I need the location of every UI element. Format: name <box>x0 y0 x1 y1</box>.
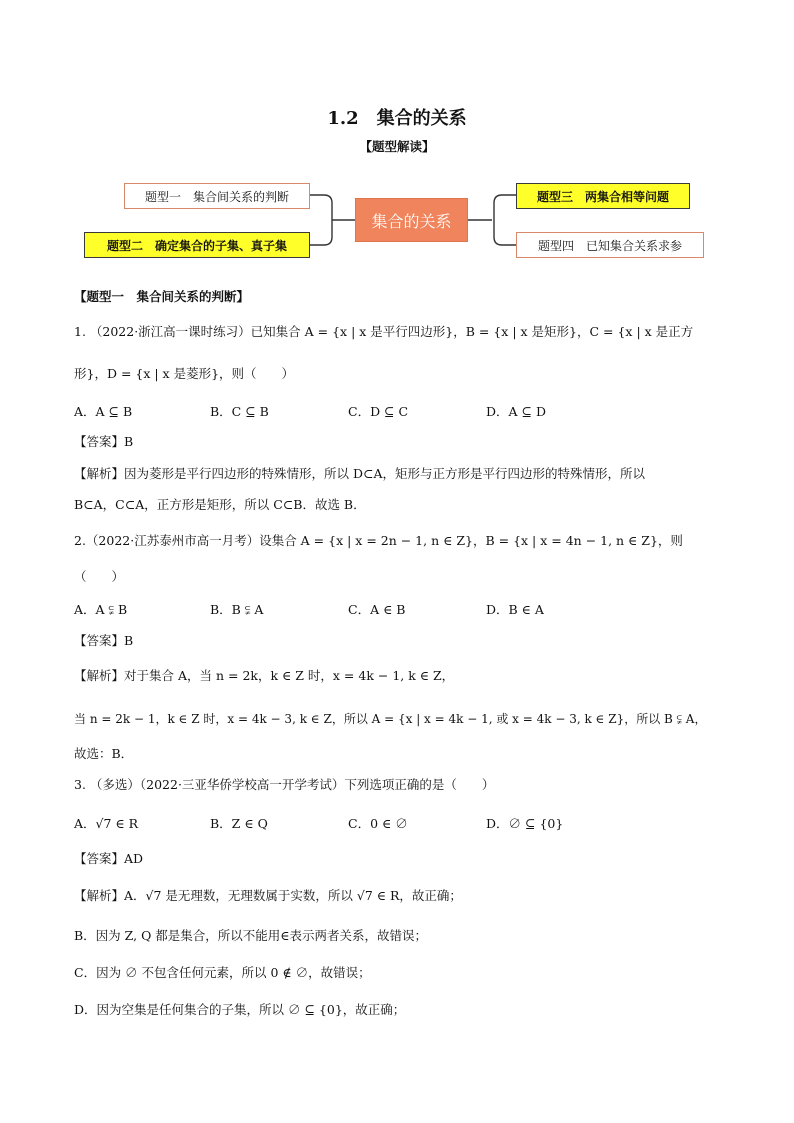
question-2-answer: 【答案】B <box>74 633 134 648</box>
question-1-option-a: A．A ⊆ B <box>74 404 133 419</box>
question-2-explanation-1: 【解析】对于集合 A，当 n = 2k，k ∈ Z 时，x = 4k − 1, k ∈ Z， <box>74 668 455 683</box>
mindmap-node-type2: 题型二 确定集合的子集、真子集 <box>84 232 310 258</box>
question-1-explanation-1: 【解析】因为菱形是平行四边形的特殊情形，所以 D⊂A，矩形与正方形是平行四边形的特殊情形，所以 <box>74 466 645 481</box>
question-1-option-d: D．A ⊆ D <box>486 404 546 419</box>
question-2-explanation-2: 当 n = 2k − 1，k ∈ Z 时，x = 4k − 3, k ∈ Z，所以 A = {x | x = 4k − 1, 或 x = 4k − 3, k ∈ Z}，所以 B ⫋ A， <box>74 712 707 726</box>
question-2-line2: （ ） <box>74 569 125 584</box>
question-2-option-c: C．A ∈ B <box>348 602 406 617</box>
question-3-explanation-3: C．因为 ∅ 不包含任何元素，所以 0 ∉ ∅，故错误； <box>74 965 371 980</box>
question-1-answer: 【答案】B <box>74 434 134 449</box>
mindmap-node-type3: 题型三 两集合相等问题 <box>516 183 690 209</box>
question-3-option-a: A．√7 ∈ R <box>74 816 139 831</box>
question-2-option-b: B．B ⫋ A <box>210 602 264 617</box>
question-3-option-b: B．Z ∈ Q <box>210 816 268 831</box>
question-3-option-d: D．∅ ⊆ {0} <box>486 816 564 831</box>
question-3-explanation-2: B．因为 Z, Q 都是集合，所以不能用∈表示两者关系，故错误； <box>74 928 428 943</box>
question-1-line2: 形}，D = {x | x 是菱形}，则（ ） <box>74 366 295 381</box>
mindmap-node-type4: 题型四 已知集合关系求参 <box>516 232 704 258</box>
question-3-option-c: C．0 ∈ ∅ <box>348 816 408 831</box>
question-1-explanation-2: B⊂A，C⊂A，正方形是矩形，所以 C⊂B．故选 B． <box>74 497 366 512</box>
question-2-option-d: D．B ∈ A <box>486 602 544 617</box>
question-2-explanation-3: 故选：B． <box>74 746 134 761</box>
mindmap-center: 集合的关系 <box>355 198 468 242</box>
section-heading: 【题型一 集合间关系的判断】 <box>74 289 250 304</box>
question-1-option-c: C．D ⊆ C <box>348 404 409 419</box>
question-3-explanation-1: 【解析】A．√7 是无理数，无理数属于实数，所以 √7 ∈ R，故正确； <box>74 888 462 903</box>
page-title: 1.2 集合的关系 <box>327 108 467 129</box>
page-subtitle: 【题型解读】 <box>359 139 435 154</box>
question-3-answer: 【答案】AD <box>74 851 144 866</box>
mindmap-node-type1: 题型一 集合间关系的判断 <box>124 183 310 209</box>
question-3-line1: 3. （多选）（2022·三亚华侨学校高一开学考试）下列选项正确的是（ ） <box>74 777 495 792</box>
question-2-line1: 2.（2022·江苏泰州市高一月考）设集合 A = {x | x = 2n − 1, n ∈ Z}，B = {x | x = 4n − 1, n ∈ Z}，则 <box>74 533 683 548</box>
question-1-line1: 1. （2022·浙江高一课时练习）已知集合 A = {x | x 是平行四边形}，B = {x | x 是矩形}，C = {x | x 是正方 <box>74 324 694 339</box>
question-1-option-b: B．C ⊆ B <box>210 404 269 419</box>
question-2-option-a: A．A ⫋ B <box>74 602 128 617</box>
question-3-explanation-4: D．因为空集是任何集合的子集，所以 ∅ ⊆ {0}，故正确； <box>74 1002 406 1017</box>
